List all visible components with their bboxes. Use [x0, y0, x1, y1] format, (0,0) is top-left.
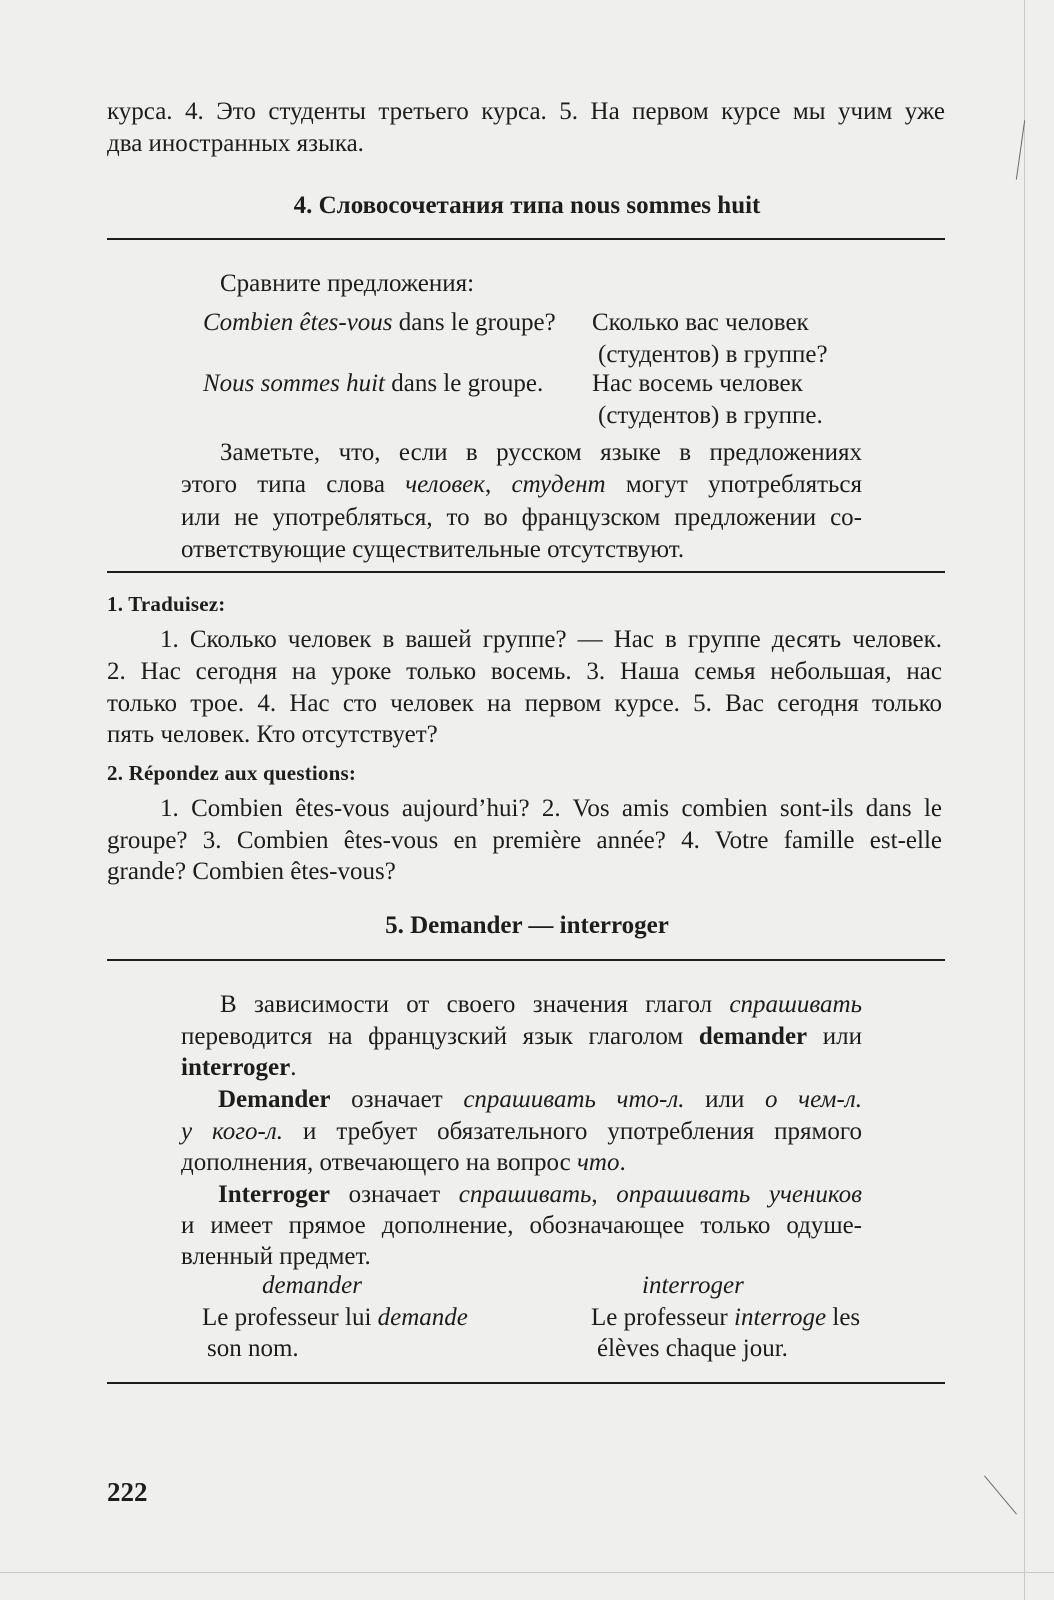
example-2-russian-line: Нас восемь человек	[592, 370, 803, 397]
section-5-italic: спрашивать что-л.	[463, 1086, 685, 1113]
column-1-line: son nom.	[207, 1335, 299, 1362]
section-5-bold: interroger	[181, 1054, 291, 1081]
note-italic: человек	[405, 471, 485, 498]
note-line: Заметьте, что, если в русском языке в предложениях	[220, 439, 862, 466]
note-line	[181, 469, 862, 501]
example-1-french-italic: Combien êtes-vous	[203, 309, 393, 336]
example-2-russian-line: (студентов) в группе.	[598, 402, 823, 429]
section-5-title: 5. Demander — interroger	[385, 912, 669, 939]
column-1-italic: demande	[377, 1304, 468, 1331]
rule	[107, 1382, 945, 1384]
section-5-text: означает	[330, 1181, 459, 1208]
section-5-line	[181, 1147, 626, 1179]
section-5-line	[181, 1052, 296, 1084]
section-5-text: В зависимости от своего значения глагол	[220, 991, 730, 1018]
top-paragraph-line: два иностранных языка.	[107, 130, 364, 157]
column-2-text: les	[826, 1304, 861, 1331]
column-2-line: élèves chaque jour.	[597, 1335, 788, 1362]
column-1-text: Le professeur lui	[202, 1304, 378, 1331]
example-1-french	[203, 307, 556, 339]
section-5-text: дополнения, отвечающего на вопрос	[181, 1149, 577, 1176]
section-5-text: .	[619, 1149, 626, 1176]
column-1-heading: demander	[262, 1272, 362, 1299]
rule	[107, 959, 945, 961]
example-1-french-rest: dans le groupe?	[392, 309, 556, 336]
section-5-italic: у кого-л.	[181, 1118, 284, 1145]
exercise-1-line: только трое. 4. Нас сто человек на первом курсе. 5. Вас сегодня только	[107, 690, 942, 717]
section-5-bold: Interroger	[218, 1181, 330, 1208]
section-5-italic: опрашивать учеников	[616, 1181, 862, 1208]
page-edge-bottom	[0, 1572, 1054, 1573]
exercise-1-line: 2. Нас сегодня на уроке только восемь. 3. Наша семья небольшая, нас	[107, 658, 942, 685]
section-5-italic: что	[576, 1149, 620, 1176]
exercise-1-line: 1. Сколько человек в вашей группе? — Нас в группе десять человек.	[160, 626, 942, 653]
section-5-line: вленный предмет.	[181, 1243, 371, 1270]
top-paragraph-line: курса. 4. Это студенты третьего курса. 5. На первом курсе мы учим уже	[107, 98, 945, 125]
section-5-line	[181, 1116, 862, 1148]
section-5-bold: Demander	[218, 1086, 331, 1113]
page-edge-right	[1024, 0, 1025, 1600]
column-1-line	[202, 1302, 468, 1334]
section-5-italic: о чем-л.	[765, 1086, 862, 1113]
section-5-italic: спрашивать	[458, 1181, 592, 1208]
section-5-text: и требует обязательного употребления прямого	[283, 1118, 862, 1145]
section-5-line	[218, 1179, 862, 1211]
compare-label: Сравните предложения:	[220, 270, 475, 297]
section-5-text: означает	[330, 1086, 464, 1113]
section-5-text: переводится на французский язык глаголом	[181, 1023, 699, 1050]
example-2-french-rest: dans le groupe.	[384, 370, 544, 397]
note-italic: студент	[511, 471, 606, 498]
note-line: ответствующие существительные отсутствуют.	[181, 536, 685, 563]
exercise-1-title: 1. Traduisez:	[107, 592, 226, 616]
section-5-italic: спрашивать	[729, 991, 862, 1018]
rule	[107, 238, 945, 240]
example-1-russian-line: Сколько вас человек	[592, 309, 809, 336]
exercise-2-line: grande? Combien êtes-vous?	[107, 858, 396, 885]
note-text: ,	[484, 471, 512, 498]
example-1-russian-line: (студентов) в группе?	[598, 341, 828, 368]
page-number: 222	[107, 1477, 148, 1507]
exercise-2-title: 2. Répondez aux questions:	[107, 761, 357, 785]
note-line: или не употребляться, то во французском предложении со-	[181, 504, 862, 531]
section-5-text: .	[290, 1054, 297, 1081]
column-2-text: Le professeur	[591, 1304, 734, 1331]
section-5-text: или	[807, 1023, 862, 1050]
exercise-2-line: groupe? 3. Combien êtes-vous en première année? 4. Votre famille est-elle	[107, 827, 942, 854]
exercise-2-line: 1. Combien êtes-vous aujourd’hui? 2. Vos amis combien sont-ils dans le	[160, 795, 942, 822]
note-text: этого типа слова	[181, 471, 406, 498]
column-2-heading: interroger	[642, 1272, 744, 1299]
section-5-line: и имеет прямое дополнение, обозначающее только одуше-	[181, 1212, 862, 1239]
section-4-title: 4. Словосочетания типа nous sommes huit	[293, 192, 761, 219]
section-5-text: ,	[591, 1181, 617, 1208]
note-text: могут употребляться	[605, 471, 862, 498]
section-5-bold: demander	[698, 1023, 808, 1050]
section-5-line	[220, 989, 862, 1021]
section-5-line	[181, 1021, 862, 1053]
exercise-1-line: пять человек. Кто отсутствует?	[107, 721, 438, 748]
example-2-french	[203, 368, 543, 400]
section-5-line	[218, 1084, 862, 1116]
column-2-line	[591, 1302, 860, 1334]
scan-mark	[984, 1476, 1017, 1515]
column-2-italic: interroge	[734, 1304, 827, 1331]
rule	[107, 571, 945, 573]
example-2-french-italic: Nous sommes huit	[203, 370, 385, 397]
section-5-text: или	[684, 1086, 766, 1113]
